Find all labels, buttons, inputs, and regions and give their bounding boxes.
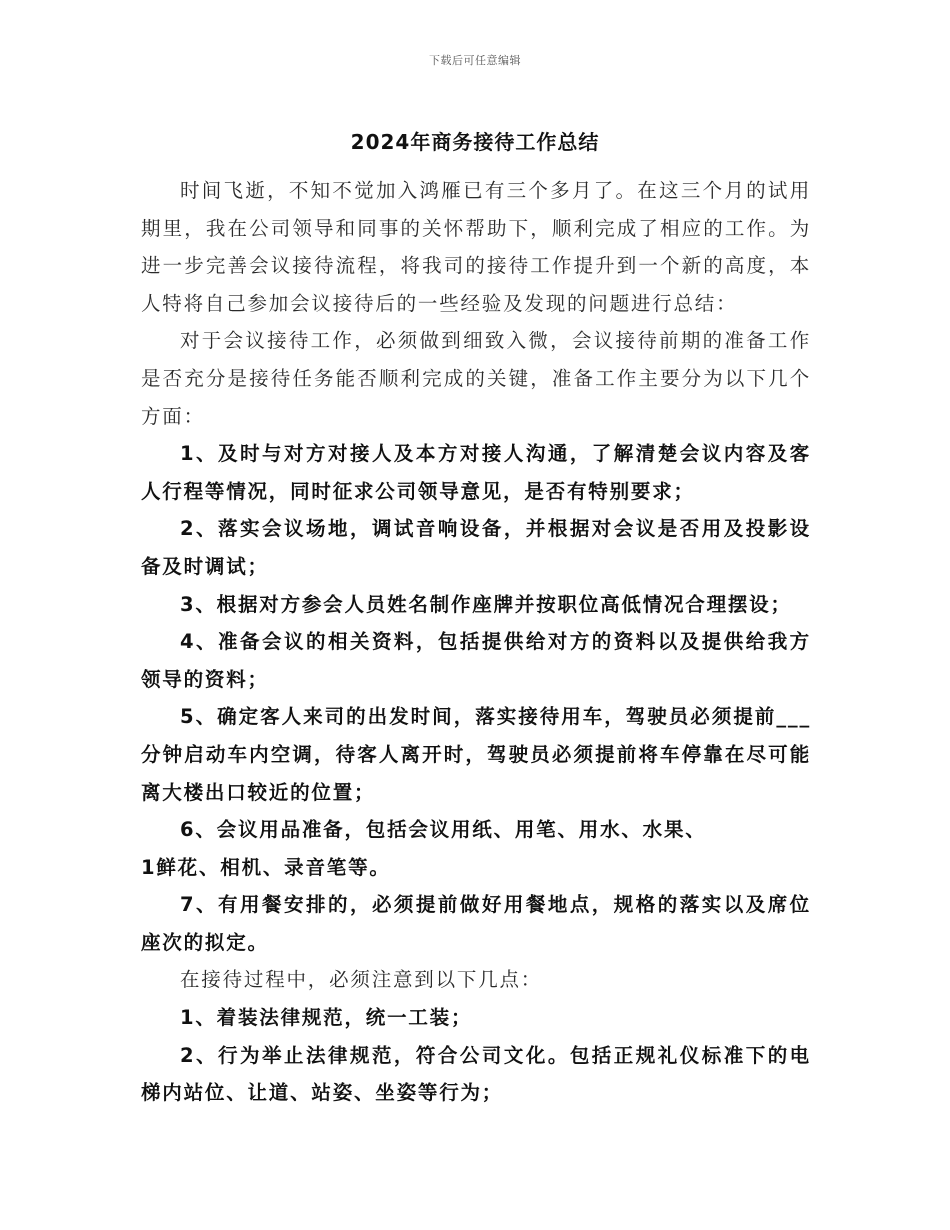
list-item-continuation: 1鲜花、相机、录音笔等。 [141,855,391,879]
paragraph-reception: 在接待过程中，必须注意到以下几点： [180,968,543,992]
header-note: 下载后可任意编辑 [429,54,521,67]
document-title: 2024年商务接待工作总结 [350,130,600,154]
list-item: 2、落实会议场地，调试音响设备，并根据对会议是否用及投影设备及时调试； [141,517,811,578]
document-body [141,172,811,1112]
list-item: 1、及时与对方对接人及本方对接人沟通，了解清楚会议内容及客人行程等情况，同时征求公司领导意见，是否有特别要求； [141,442,811,503]
paragraph-intro: 时间飞逝，不知不觉加入鸿雁已有三个多月了。在这三个月的试用期里，我在公司领导和同事的关怀帮助下，顺利完成了相应的工作。为进一步完善会议接待流程，将我司的接待工作提升到一个新的高度，本人特将自己参加会议接待后的一些经验及发现的问题进行总结： [141,179,811,315]
list-item: 2、行为举止法律规范，符合公司文化。包括正规礼仪标准下的电梯内站位、让道、站姿、坐姿等行为； [141,1043,811,1105]
paragraph-preparation: 对于会议接待工作，必须做到细致入微，会议接待前期的准备工作是否充分是接待任务能否顺利完成的关键，准备工作主要分为以下几个方面： [141,329,811,428]
list-item: 7、有用餐安排的，必须提前做好用餐地点，规格的落实以及席位座次的拟定。 [141,893,811,954]
list-item: 5、确定客人来司的出发时间，落实接待用车，驾驶员必须提前___分钟启动车内空调，待客人离开时，驾驶员必须提前将车停靠在尽可能离大楼出口较近的位置； [141,705,811,804]
list-item: 4、准备会议的相关资料，包括提供给对方的资料以及提供给我方领导的资料； [141,630,811,691]
list-item: 6、会议用品准备，包括会议用纸、用笔、用水、水果、 [180,818,707,842]
list-item: 1、着装法律规范，统一工装； [180,1006,473,1030]
list-item: 3、根据对方参会人员姓名制作座牌并按职位高低情况合理摆设； [180,592,792,616]
